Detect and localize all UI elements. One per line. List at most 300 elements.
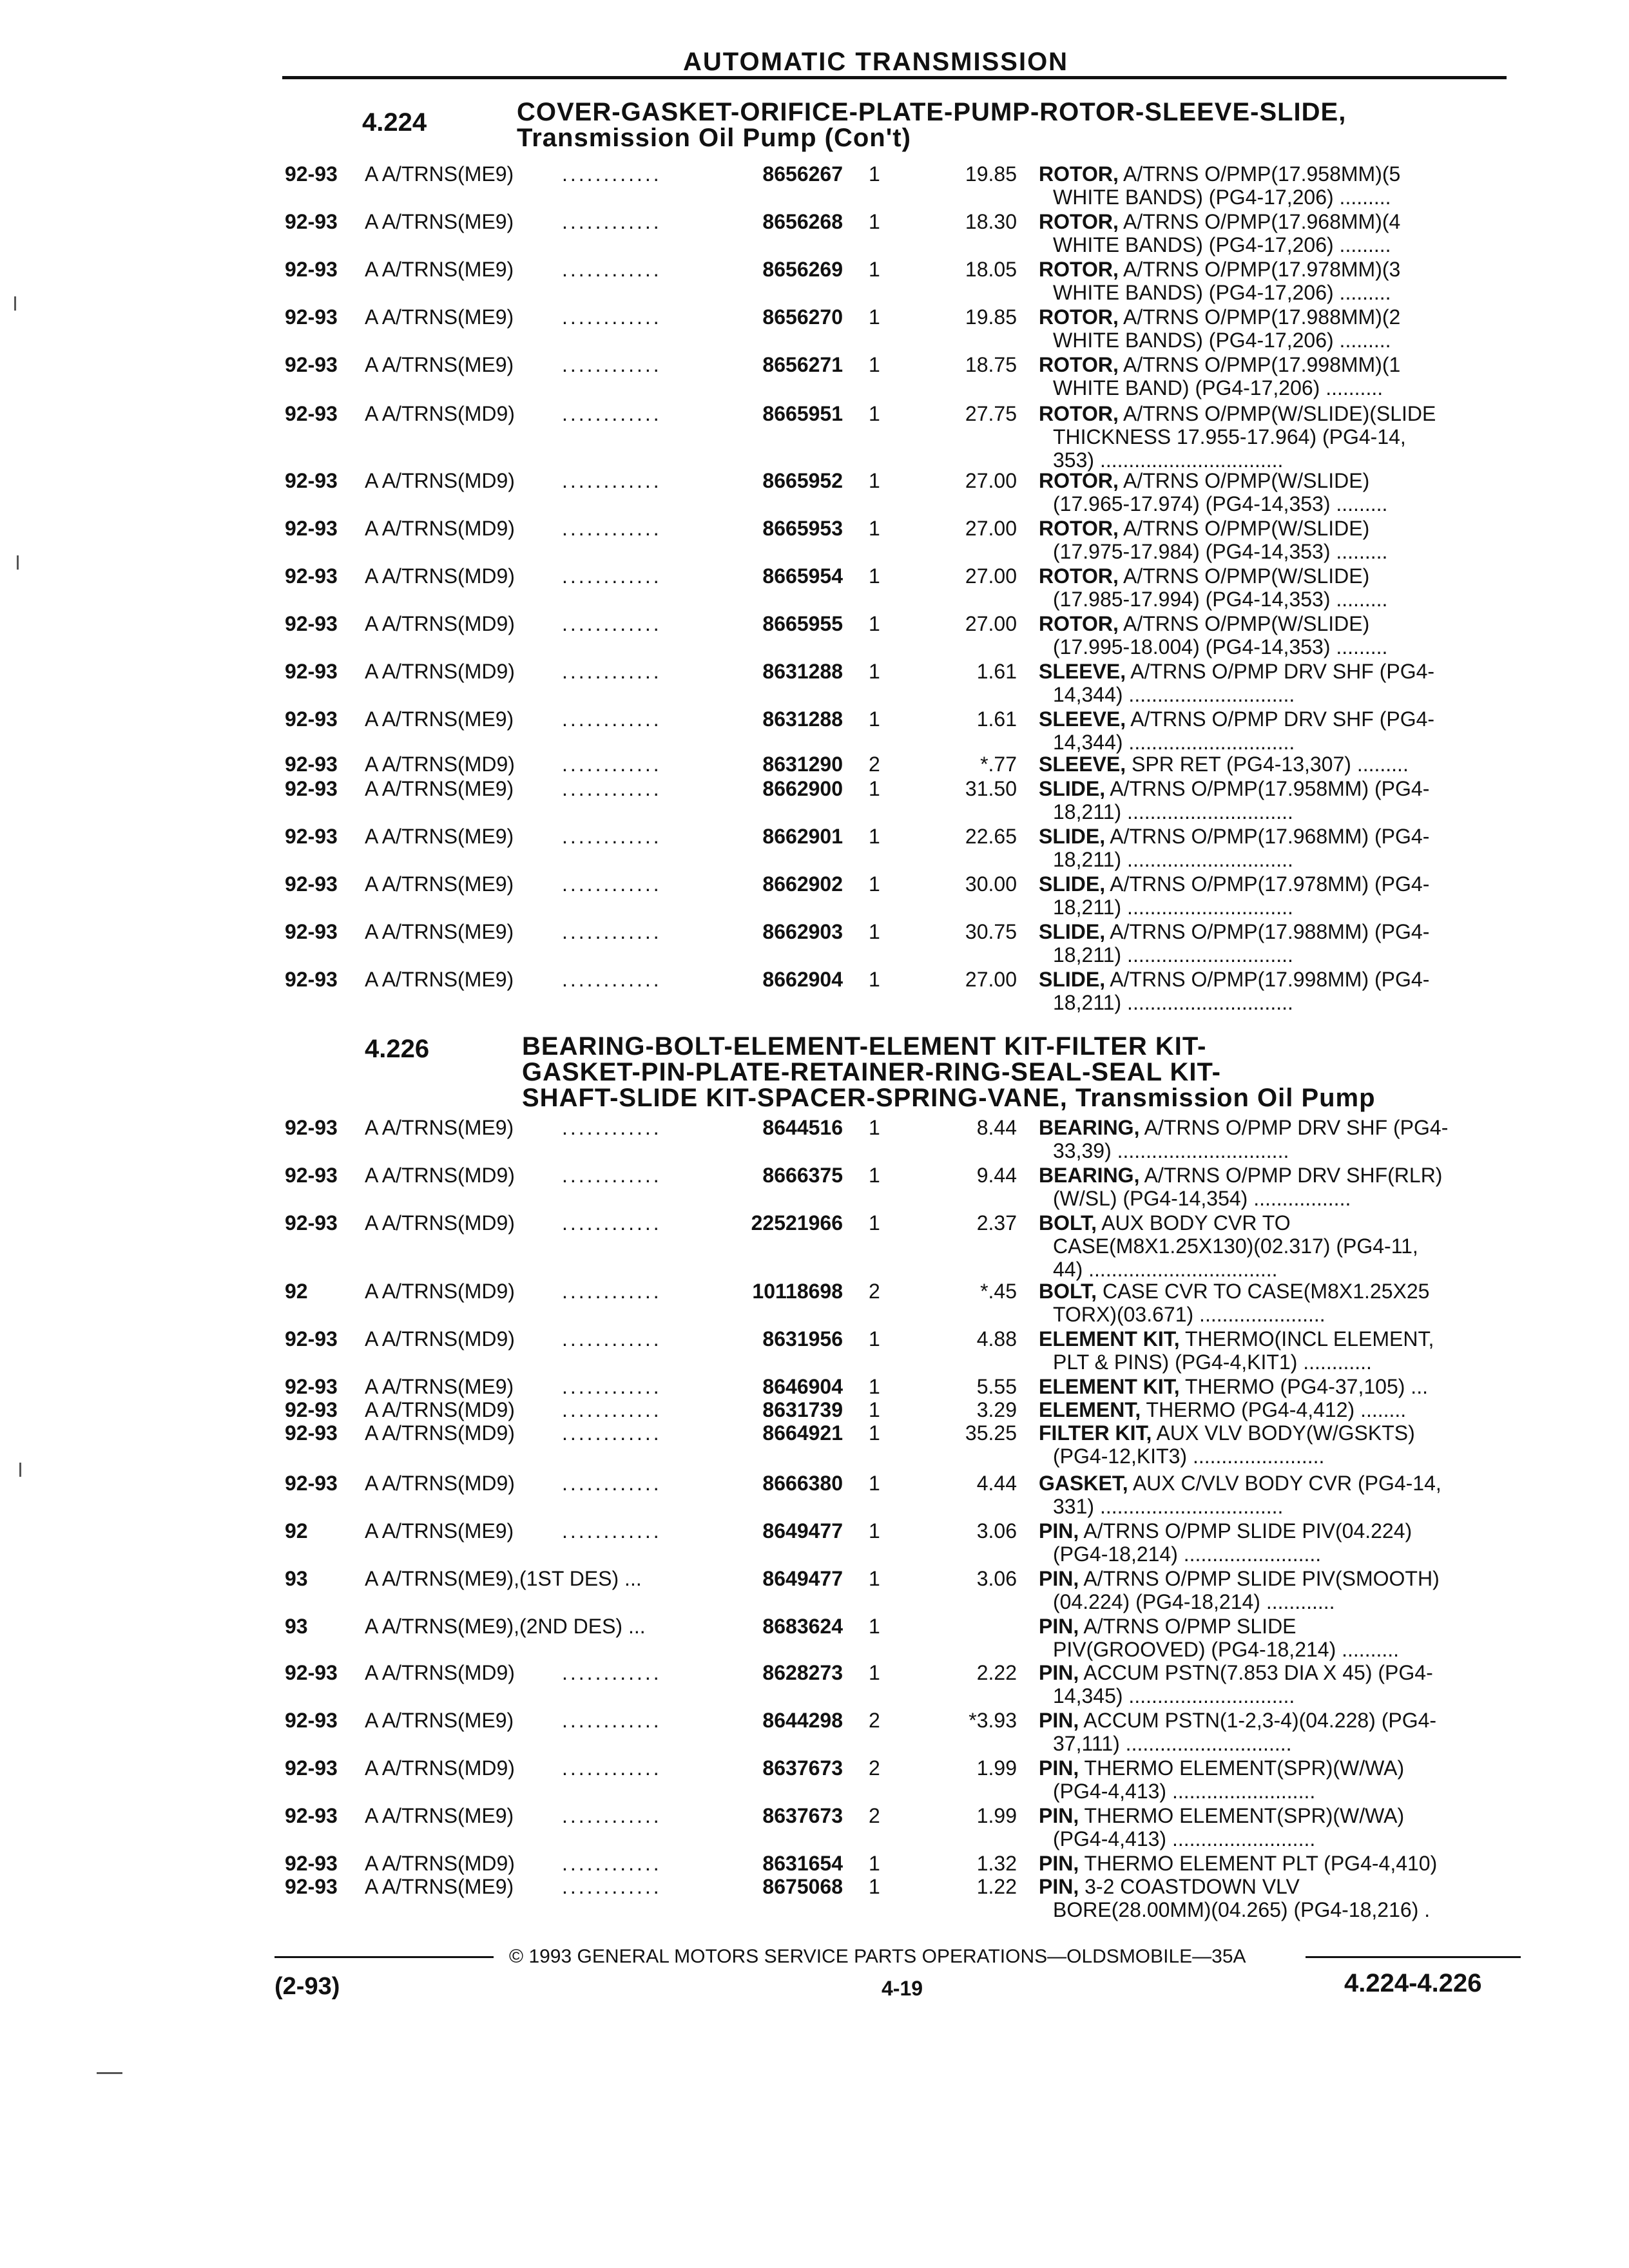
- description-cell: [1039, 1615, 1516, 1661]
- price-cell: *.45: [980, 1280, 1017, 1303]
- year-cell: 92-93: [285, 1661, 338, 1684]
- part-name: FILTER KIT,: [1039, 1421, 1152, 1445]
- description-continuation: 37,111) .............................: [1053, 1732, 1292, 1755]
- description-cell: [1039, 1472, 1516, 1518]
- year-cell: 92-93: [285, 612, 338, 635]
- description-text: 3-2 COASTDOWN VLV: [1084, 1875, 1300, 1898]
- description-text: A/TRNS O/PMP(17.968MM) (PG4-: [1110, 825, 1430, 848]
- dot-leader: ............: [562, 1875, 662, 1898]
- part-name: ELEMENT,: [1039, 1398, 1141, 1421]
- part-number-cell: 8644516: [762, 1116, 843, 1139]
- table-row: [0, 1875, 1629, 1927]
- description-continuation: WHITE BANDS) (PG4-17,206) .........: [1053, 281, 1391, 304]
- description-continuation: 44) .................................: [1053, 1258, 1278, 1281]
- description-text: THERMO ELEMENT PLT (PG4-4,410): [1084, 1852, 1438, 1875]
- application-cell: A A/TRNS(ME9),(1ST DES) ...: [365, 1567, 642, 1590]
- part-name: ROTOR,: [1039, 353, 1119, 376]
- part-name: ELEMENT KIT,: [1039, 1375, 1180, 1398]
- description-text: A/TRNS O/PMP(17.958MM) (PG4-: [1110, 777, 1430, 800]
- description-continuation: (17.965-17.974) (PG4-14,353) .........: [1053, 492, 1388, 515]
- year-cell: 92-93: [285, 1875, 338, 1898]
- description-continuation: BORE(28.00MM)(04.265) (PG4-18,216) .: [1053, 1898, 1431, 1921]
- quantity-cell: 1: [869, 402, 880, 425]
- application-cell: A A/TRNS(MD9): [365, 1661, 515, 1684]
- description-cell: [1039, 517, 1516, 563]
- description-text: A/TRNS O/PMP DRV SHF (PG4-: [1130, 660, 1435, 683]
- description-text: A/TRNS O/PMP(17.998MM)(1: [1123, 353, 1401, 376]
- price-cell: *3.93: [969, 1709, 1017, 1732]
- application-cell: A A/TRNS(ME9): [365, 825, 514, 848]
- description-text: A/TRNS O/PMP(W/SLIDE): [1123, 469, 1370, 492]
- quantity-cell: 1: [869, 707, 880, 731]
- year-cell: 92-93: [285, 920, 338, 943]
- dot-leader: ............: [562, 1661, 662, 1684]
- part-number-cell: 8665952: [762, 469, 843, 492]
- description-cell: [1039, 1804, 1516, 1850]
- quantity-cell: 1: [869, 660, 880, 683]
- table-row: [0, 1804, 1629, 1856]
- application-cell: A A/TRNS(MD9): [365, 753, 515, 776]
- description-text: THERMO (PG4-37,105) ...: [1184, 1375, 1428, 1398]
- part-name: GASKET,: [1039, 1472, 1128, 1495]
- year-cell: 92-93: [285, 1164, 338, 1187]
- description-cell: [1039, 1519, 1516, 1566]
- quantity-cell: 1: [869, 968, 880, 991]
- description-cell: [1039, 920, 1516, 966]
- description-continuation: (17.975-17.984) (PG4-14,353) .........: [1053, 540, 1388, 563]
- description-text: A/TRNS O/PMP DRV SHF(RLR): [1144, 1164, 1443, 1187]
- description-cell: [1039, 469, 1516, 515]
- quantity-cell: 2: [869, 1709, 880, 1732]
- application-cell: A A/TRNS(MD9): [365, 1756, 515, 1780]
- description-text: CASE CVR TO CASE(M8X1.25X25: [1102, 1280, 1430, 1303]
- price-cell: 27.00: [965, 612, 1017, 635]
- part-number-cell: 8649477: [762, 1519, 843, 1542]
- part-name: PIN,: [1039, 1709, 1079, 1732]
- quantity-cell: 1: [869, 825, 880, 848]
- year-cell: 92-93: [285, 162, 338, 186]
- table-row: [0, 1519, 1629, 1571]
- table-row: [0, 1116, 1629, 1168]
- description-text: AUX C/VLV BODY CVR (PG4-14,: [1132, 1472, 1441, 1495]
- year-cell: 92-93: [285, 210, 338, 233]
- description-text: AUX VLV BODY(W/GSKTS): [1156, 1421, 1415, 1445]
- part-name: ROTOR,: [1039, 402, 1119, 425]
- quantity-cell: 1: [869, 1615, 880, 1638]
- part-number-cell: 8631739: [762, 1398, 843, 1421]
- description-cell: [1039, 1421, 1516, 1468]
- year-cell: 92-93: [285, 353, 338, 376]
- table-row: [0, 210, 1629, 262]
- price-cell: 27.00: [965, 469, 1017, 492]
- quantity-cell: 2: [869, 1280, 880, 1303]
- description-text: A/TRNS O/PMP DRV SHF (PG4-: [1130, 707, 1435, 731]
- dot-leader: ............: [562, 1211, 662, 1235]
- description-cell: [1039, 1756, 1516, 1803]
- part-name: SLIDE,: [1039, 825, 1106, 848]
- description-continuation: (PG4-4,413) .........................: [1053, 1780, 1316, 1803]
- application-cell: A A/TRNS(ME9): [365, 777, 514, 800]
- description-continuation: (PG4-18,214) ........................: [1053, 1542, 1322, 1566]
- description-text: A/TRNS O/PMP SLIDE PIV(SMOOTH): [1083, 1567, 1440, 1590]
- application-cell: A A/TRNS(ME9),(2ND DES) ...: [365, 1615, 646, 1638]
- description-continuation: (17.995-18.004) (PG4-14,353) .........: [1053, 635, 1388, 658]
- part-name: PIN,: [1039, 1519, 1079, 1542]
- part-name: ROTOR,: [1039, 210, 1119, 233]
- part-name: BEARING,: [1039, 1164, 1140, 1187]
- dot-leader: ............: [562, 1327, 662, 1350]
- year-cell: 92-93: [285, 402, 338, 425]
- price-cell: 22.65: [965, 825, 1017, 848]
- part-number-cell: 8656267: [762, 162, 843, 186]
- part-name: BOLT,: [1039, 1280, 1097, 1303]
- description-text: A/TRNS O/PMP(W/SLIDE): [1123, 612, 1370, 635]
- application-cell: A A/TRNS(MD9): [365, 1327, 515, 1350]
- dot-leader: ............: [562, 872, 662, 896]
- description-text: A/TRNS O/PMP SLIDE: [1083, 1615, 1296, 1638]
- footer-page-number: 4-19: [882, 1977, 923, 2000]
- description-text: THERMO ELEMENT(SPR)(W/WA): [1084, 1756, 1405, 1780]
- table-row: [0, 1164, 1629, 1215]
- price-cell: 1.99: [976, 1804, 1017, 1827]
- dot-leader: ............: [562, 825, 662, 848]
- dot-leader: ............: [562, 517, 662, 540]
- table-row: [0, 612, 1629, 664]
- application-cell: A A/TRNS(MD9): [365, 1472, 515, 1495]
- table-row: [0, 1327, 1629, 1379]
- price-cell: 1.99: [976, 1756, 1017, 1780]
- description-continuation: CASE(M8X1.25X130)(02.317) (PG4-11,: [1053, 1235, 1418, 1258]
- part-number-cell: 8666380: [762, 1472, 843, 1495]
- part-name: BOLT,: [1039, 1211, 1097, 1235]
- description-cell: [1039, 777, 1516, 823]
- year-cell: 92-93: [285, 825, 338, 848]
- table-row: [0, 564, 1629, 616]
- table-row: [0, 660, 1629, 711]
- application-cell: A A/TRNS(ME9): [365, 1116, 514, 1139]
- part-name: SLIDE,: [1039, 920, 1106, 943]
- description-continuation: 14,344) .............................: [1053, 731, 1295, 754]
- description-text: A/TRNS O/PMP DRV SHF (PG4-: [1144, 1116, 1449, 1139]
- table-row: [0, 1280, 1629, 1331]
- price-cell: 27.00: [965, 968, 1017, 991]
- description-cell: [1039, 162, 1516, 209]
- part-number-cell: 8665953: [762, 517, 843, 540]
- quantity-cell: 1: [869, 1421, 880, 1445]
- description-cell: [1039, 210, 1516, 256]
- description-continuation: 353) ................................: [1053, 448, 1284, 472]
- description-continuation: 18,211) .............................: [1053, 991, 1293, 1014]
- dot-leader: ............: [562, 1280, 662, 1303]
- description-cell: [1039, 402, 1516, 472]
- description-text: SPR RET (PG4-13,307) .........: [1132, 753, 1409, 776]
- table-row: [0, 1567, 1629, 1619]
- price-cell: 27.00: [965, 564, 1017, 588]
- description-continuation: (17.985-17.994) (PG4-14,353) .........: [1053, 588, 1388, 611]
- header-rule: [282, 76, 1507, 79]
- description-continuation: 331) ................................: [1053, 1495, 1284, 1518]
- quantity-cell: 1: [869, 1164, 880, 1187]
- section-number: 4.224: [362, 108, 427, 137]
- dot-leader: ............: [562, 660, 662, 683]
- year-cell: 92-93: [285, 1756, 338, 1780]
- application-cell: A A/TRNS(ME9): [365, 1875, 514, 1898]
- description-cell: [1039, 1709, 1516, 1755]
- quantity-cell: 1: [869, 612, 880, 635]
- part-number-cell: 8656269: [762, 258, 843, 281]
- year-cell: 92-93: [285, 968, 338, 991]
- dot-leader: ............: [562, 920, 662, 943]
- part-number-cell: 8656268: [762, 210, 843, 233]
- price-cell: 31.50: [965, 777, 1017, 800]
- part-name: PIN,: [1039, 1852, 1079, 1875]
- application-cell: A A/TRNS(ME9): [365, 968, 514, 991]
- quantity-cell: 1: [869, 1852, 880, 1875]
- description-continuation: 14,344) .............................: [1053, 683, 1295, 706]
- part-number-cell: 8631654: [762, 1852, 843, 1875]
- section-title-line: BEARING-BOLT-ELEMENT-ELEMENT KIT-FILTER KIT-: [522, 1032, 1207, 1061]
- year-cell: 92-93: [285, 1472, 338, 1495]
- description-cell: [1039, 564, 1516, 611]
- price-cell: 2.37: [976, 1211, 1017, 1235]
- part-name: SLIDE,: [1039, 872, 1106, 896]
- quantity-cell: 1: [869, 1519, 880, 1542]
- year-cell: 92-93: [285, 305, 338, 329]
- part-number-cell: 8656271: [762, 353, 843, 376]
- page-header-title: AUTOMATIC TRANSMISSION: [683, 48, 1069, 76]
- year-cell: 92-93: [285, 753, 338, 776]
- part-number-cell: 8631956: [762, 1327, 843, 1350]
- description-continuation: 33,39) ..............................: [1053, 1139, 1289, 1162]
- application-cell: A A/TRNS(ME9): [365, 1709, 514, 1732]
- description-cell: [1039, 825, 1516, 871]
- section-title-line: Transmission Oil Pump (Con't): [517, 124, 911, 152]
- price-cell: 3.29: [976, 1398, 1017, 1421]
- part-number-cell: 8662902: [762, 872, 843, 896]
- description-continuation: PLT & PINS) (PG4-4,KIT1) ............: [1053, 1350, 1372, 1374]
- description-cell: [1039, 1875, 1516, 1921]
- description-continuation: 18,211) .............................: [1053, 800, 1293, 823]
- dot-leader: ............: [562, 1519, 662, 1542]
- description-text: THERMO(INCL ELEMENT,: [1184, 1327, 1434, 1350]
- quantity-cell: 1: [869, 210, 880, 233]
- application-cell: A A/TRNS(MD9): [365, 1398, 515, 1421]
- scan-mark: [97, 2072, 122, 2074]
- application-cell: A A/TRNS(ME9): [365, 210, 514, 233]
- section-title: [517, 99, 1346, 151]
- year-cell: 92-93: [285, 1327, 338, 1350]
- description-text: A/TRNS O/PMP(17.968MM)(4: [1123, 210, 1401, 233]
- table-row: [0, 258, 1629, 309]
- application-cell: A A/TRNS(MD9): [365, 564, 515, 588]
- part-number-cell: 8649477: [762, 1567, 843, 1590]
- application-cell: A A/TRNS(ME9): [365, 162, 514, 186]
- dot-leader: ............: [562, 1756, 662, 1780]
- description-cell: [1039, 1661, 1516, 1707]
- part-number-cell: 8665954: [762, 564, 843, 588]
- quantity-cell: 1: [869, 777, 880, 800]
- description-continuation: (W/SL) (PG4-14,354) .................: [1053, 1187, 1351, 1210]
- application-cell: A A/TRNS(ME9): [365, 1804, 514, 1827]
- table-row: [0, 968, 1629, 1019]
- part-number-cell: 22521966: [751, 1211, 843, 1235]
- dot-leader: ............: [562, 1116, 662, 1139]
- part-name: ROTOR,: [1039, 469, 1119, 492]
- scan-mark: [14, 296, 16, 311]
- description-cell: [1039, 872, 1516, 919]
- description-text: A/TRNS O/PMP(17.988MM) (PG4-: [1110, 920, 1430, 943]
- description-text: THERMO (PG4-4,412) ........: [1146, 1398, 1407, 1421]
- year-cell: 92-93: [285, 564, 338, 588]
- year-cell: 92: [285, 1280, 308, 1303]
- part-name: PIN,: [1039, 1661, 1079, 1684]
- part-name: ROTOR,: [1039, 258, 1119, 281]
- section-title-line: SHAFT-SLIDE KIT-SPACER-SPRING-VANE, Transmission Oil Pump: [522, 1084, 1376, 1112]
- year-cell: 92: [285, 1519, 308, 1542]
- year-cell: 92-93: [285, 1398, 338, 1421]
- dot-leader: ............: [562, 1709, 662, 1732]
- description-continuation: (PG4-4,413) .........................: [1053, 1827, 1316, 1850]
- price-cell: 1.61: [976, 707, 1017, 731]
- price-cell: 1.22: [976, 1875, 1017, 1898]
- year-cell: 92-93: [285, 1804, 338, 1827]
- part-number-cell: 8665951: [762, 402, 843, 425]
- dot-leader: ............: [562, 612, 662, 635]
- description-text: AUX BODY CVR TO: [1101, 1211, 1291, 1235]
- description-text: A/TRNS O/PMP SLIDE PIV(04.224): [1083, 1519, 1412, 1542]
- quantity-cell: 1: [869, 1327, 880, 1350]
- application-cell: A A/TRNS(MD9): [365, 660, 515, 683]
- quantity-cell: 1: [869, 1875, 880, 1898]
- description-continuation: 14,345) .............................: [1053, 1684, 1295, 1707]
- part-number-cell: 8644298: [762, 1709, 843, 1732]
- description-text: THERMO ELEMENT(SPR)(W/WA): [1084, 1804, 1405, 1827]
- dot-leader: ............: [562, 1421, 662, 1445]
- dot-leader: ............: [562, 1375, 662, 1398]
- year-cell: 92-93: [285, 660, 338, 683]
- table-row: [0, 920, 1629, 972]
- price-cell: 1.32: [976, 1852, 1017, 1875]
- price-cell: 4.88: [976, 1327, 1017, 1350]
- year-cell: 93: [285, 1567, 308, 1590]
- application-cell: A A/TRNS(ME9): [365, 872, 514, 896]
- price-cell: 5.55: [976, 1375, 1017, 1398]
- quantity-cell: 1: [869, 872, 880, 896]
- quantity-cell: 1: [869, 1472, 880, 1495]
- quantity-cell: 2: [869, 753, 880, 776]
- part-number-cell: 8675068: [762, 1875, 843, 1898]
- dot-leader: ............: [562, 707, 662, 731]
- part-number-cell: 8628273: [762, 1661, 843, 1684]
- quantity-cell: 1: [869, 162, 880, 186]
- dot-leader: ............: [562, 753, 662, 776]
- price-cell: 3.06: [976, 1567, 1017, 1590]
- section-title-line: COVER-GASKET-ORIFICE-PLATE-PUMP-ROTOR-SLEEVE-SLIDE,: [517, 98, 1347, 126]
- description-continuation: WHITE BANDS) (PG4-17,206) .........: [1053, 329, 1391, 352]
- price-cell: 18.30: [965, 210, 1017, 233]
- part-name: SLIDE,: [1039, 968, 1106, 991]
- part-number-cell: 8656270: [762, 305, 843, 329]
- part-number-cell: 8631290: [762, 753, 843, 776]
- description-cell: [1039, 1116, 1516, 1162]
- description-continuation: 18,211) .............................: [1053, 896, 1293, 919]
- quantity-cell: 1: [869, 469, 880, 492]
- application-cell: A A/TRNS(ME9): [365, 305, 514, 329]
- dot-leader: ............: [562, 305, 662, 329]
- price-cell: 2.22: [976, 1661, 1017, 1684]
- application-cell: A A/TRNS(MD9): [365, 1211, 515, 1235]
- description-text: ACCUM PSTN(7.853 DIA X 45) (PG4-: [1083, 1661, 1433, 1684]
- price-cell: *.77: [980, 753, 1017, 776]
- table-row: [0, 1472, 1629, 1523]
- footer-date: (2-93): [275, 1973, 340, 2000]
- description-text: A/TRNS O/PMP(17.978MM) (PG4-: [1110, 872, 1430, 896]
- table-row: [0, 1756, 1629, 1808]
- quantity-cell: 1: [869, 258, 880, 281]
- year-cell: 92-93: [285, 1375, 338, 1398]
- part-name: ROTOR,: [1039, 162, 1119, 186]
- scan-mark: [19, 1463, 21, 1477]
- table-row: [0, 825, 1629, 876]
- part-number-cell: 8631288: [762, 707, 843, 731]
- part-number-cell: 8662901: [762, 825, 843, 848]
- table-row: [0, 1661, 1629, 1713]
- part-name: PIN,: [1039, 1804, 1079, 1827]
- dot-leader: ............: [562, 1852, 662, 1875]
- application-cell: A A/TRNS(MD9): [365, 612, 515, 635]
- price-cell: 9.44: [976, 1164, 1017, 1187]
- year-cell: 92-93: [285, 469, 338, 492]
- table-row: [0, 517, 1629, 568]
- year-cell: 92-93: [285, 1709, 338, 1732]
- year-cell: 92-93: [285, 1116, 338, 1139]
- price-cell: 18.75: [965, 353, 1017, 376]
- table-row: [0, 1211, 1629, 1281]
- description-cell: [1039, 353, 1516, 399]
- description-cell: [1039, 1375, 1516, 1398]
- application-cell: A A/TRNS(MD9): [365, 1852, 515, 1875]
- price-cell: 27.00: [965, 517, 1017, 540]
- table-row: [0, 777, 1629, 829]
- part-name: ROTOR,: [1039, 612, 1119, 635]
- quantity-cell: 1: [869, 305, 880, 329]
- description-continuation: THICKNESS 17.955-17.964) (PG4-14,: [1053, 425, 1406, 448]
- application-cell: A A/TRNS(MD9): [365, 1421, 515, 1445]
- dot-leader: ............: [562, 1164, 662, 1187]
- description-text: ACCUM PSTN(1-2,3-4)(04.228) (PG4-: [1083, 1709, 1437, 1732]
- description-cell: [1039, 1398, 1516, 1421]
- year-cell: 92-93: [285, 872, 338, 896]
- table-row: [0, 402, 1629, 472]
- description-text: A/TRNS O/PMP(17.998MM) (PG4-: [1110, 968, 1430, 991]
- quantity-cell: 2: [869, 1804, 880, 1827]
- year-cell: 92-93: [285, 707, 338, 731]
- price-cell: 18.05: [965, 258, 1017, 281]
- description-cell: [1039, 753, 1516, 776]
- description-continuation: PIV(GROOVED) (PG4-18,214) ..........: [1053, 1638, 1400, 1661]
- dot-leader: ............: [562, 258, 662, 281]
- description-cell: [1039, 1211, 1516, 1281]
- application-cell: A A/TRNS(ME9): [365, 353, 514, 376]
- price-cell: 30.75: [965, 920, 1017, 943]
- dot-leader: ............: [562, 402, 662, 425]
- application-cell: A A/TRNS(MD9): [365, 402, 515, 425]
- price-cell: 19.85: [965, 162, 1017, 186]
- part-name: SLEEVE,: [1039, 660, 1126, 683]
- description-continuation: (PG4-12,KIT3) .......................: [1053, 1445, 1325, 1468]
- application-cell: A A/TRNS(ME9): [365, 920, 514, 943]
- application-cell: A A/TRNS(MD9): [365, 1164, 515, 1187]
